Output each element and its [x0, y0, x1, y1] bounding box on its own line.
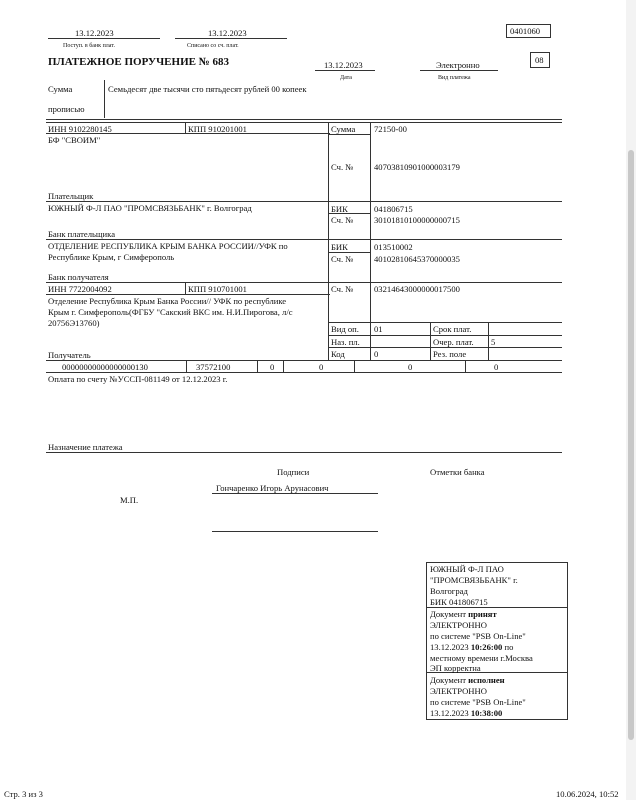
stamp-bank-1: ЮЖНЫЙ Ф-Л ПАО	[430, 564, 504, 574]
amount-words-label: Сумма	[48, 84, 73, 94]
stamp-accepted-2: ЭЛЕКТРОННО	[430, 620, 487, 630]
ocher-label: Очер. плат.	[433, 337, 474, 347]
stamp-bank-3: Волгоград	[430, 586, 468, 596]
signer-name: Гончаренко Игорь Арунасович	[216, 483, 329, 493]
payment-purpose: Оплата по счету №УССП-081149 от 12.12.2023 г.	[48, 374, 228, 384]
form-code: 0401060	[510, 26, 541, 36]
payer-sum: 72150-00	[374, 124, 407, 134]
stamp-accepted-3: по системе "PSB On-Line"	[430, 631, 526, 641]
rez-label: Рез. поле	[433, 349, 467, 359]
payee-bank-account-label: Сч. №	[331, 254, 354, 264]
label-received: Поступ. в банк плат.	[63, 43, 115, 49]
payer-account: 40703810901000003179	[374, 162, 460, 172]
payment-type: Электронно	[436, 60, 480, 70]
page-counter: Стр. 3 из 3	[4, 789, 43, 799]
payee-name-3: 20756Э13760)	[48, 318, 100, 328]
amount-words-label-2: прописью	[48, 104, 85, 114]
payee-bank-label: Банк получателя	[48, 272, 109, 282]
payer-label: Плательщик	[48, 191, 94, 201]
srok-label: Срок плат.	[433, 324, 472, 334]
document-title: ПЛАТЕЖНОЕ ПОРУЧЕНИЕ № 683	[48, 56, 230, 68]
naz-pl-label: Наз. пл.	[331, 337, 360, 347]
document-date: 13.12.2023	[324, 60, 363, 70]
payment-type-label: Вид платежа	[438, 75, 471, 81]
stamp-executed-3: по системе "PSB On-Line"	[430, 697, 526, 707]
vid-op-label: Вид оп.	[331, 324, 359, 334]
stamp-accepted-4: 13.12.2023 10:26:00 по	[430, 642, 514, 652]
ocher: 5	[491, 337, 496, 347]
signatures-label: Подписи	[277, 467, 310, 477]
status-code: 08	[535, 55, 544, 65]
tax-field-basis: 0	[270, 362, 275, 372]
amount-words: Семьдесят две тысячи сто пятьдесят рублей 00 копеек	[108, 84, 307, 94]
payer-bank-account-label: Сч. №	[331, 215, 354, 225]
purpose-label: Назначение платежа	[48, 442, 123, 452]
payer-account-label: Сч. №	[331, 162, 354, 172]
payee-inn: ИНН 7722004092	[48, 284, 112, 294]
payer-bank-label: Банк плательщика	[48, 229, 116, 239]
payee-bank-bik: 013510002	[374, 242, 413, 252]
payer-bank-bik-label: БИК	[331, 204, 348, 214]
payer-name: БФ "СВОИМ"	[48, 135, 101, 145]
payee-bank-name-1: ОТДЕЛЕНИЕ РЕСПУБЛИКА КРЫМ БАНКА РОССИИ//УФК по	[48, 241, 288, 251]
print-timestamp: 10.06.2024, 10:52	[556, 789, 619, 799]
payer-bank-name: ЮЖНЫЙ Ф-Л ПАО "ПРОМСВЯЗЬБАНК" г. Волгоград	[48, 203, 252, 213]
stamp-bank-2: "ПРОМСВЯЗЬБАНК" г.	[430, 575, 518, 585]
stamp-accepted-1: Документ принят	[430, 609, 497, 619]
date-received: 13.12.2023	[75, 28, 114, 38]
bank-marks-label: Отметки банка	[430, 467, 485, 477]
stamp-executed-1: Документ исполнен	[430, 675, 505, 685]
payee-bank-name-2: Республике Крым, г Симферополь	[48, 252, 175, 262]
tax-field-date: 0	[494, 362, 499, 372]
stamp-accepted-5: местному времени г.Москва	[430, 653, 533, 663]
vid-op: 01	[374, 324, 383, 334]
scrollbar-thumb[interactable]	[628, 150, 634, 740]
payer-inn: ИНН 9102280145	[48, 124, 112, 134]
kod-label: Код	[331, 349, 345, 359]
payee-account: 03214643000000017500	[374, 284, 460, 294]
stamp-executed-2: ЭЛЕКТРОННО	[430, 686, 487, 696]
payee-kpp: КПП 910701001	[188, 284, 247, 294]
payee-account-label: Сч. №	[331, 284, 354, 294]
payer-bank-bik: 041806715	[374, 204, 413, 214]
date-label: Дата	[340, 75, 352, 81]
payer-bank-account: 30101810100000000715	[374, 215, 460, 225]
date-debited: 13.12.2023	[208, 28, 247, 38]
stamp-bank-4: БИК 041806715	[430, 597, 488, 607]
tax-field-oktmo: 37572100	[196, 362, 231, 372]
stamp-accepted-6: ЭП корректна	[430, 663, 481, 673]
label-debited: Списано со сч. плат.	[187, 43, 239, 49]
tax-field-period: 0	[319, 362, 324, 372]
tax-field-number: 0	[408, 362, 413, 372]
payee-bank-bik-label: БИК	[331, 242, 348, 252]
stamp-executed-4: 13.12.2023 10:38:00	[430, 708, 503, 718]
kod: 0	[374, 349, 379, 359]
payee-name-2: Крым г. Симферополь(ФГБУ "Сакский ВКС им. Н.И.Пирогова, л/с	[48, 307, 293, 317]
stamp-place: М.П.	[120, 495, 139, 505]
payer-kpp: КПП 910201001	[188, 124, 247, 134]
payee-name-1: Отделение Республика Крым Банка России// УФК по республике	[48, 296, 287, 306]
payer-sum-label: Сумма	[331, 124, 356, 134]
tax-field-kbk: 00000000000000000130	[62, 362, 148, 372]
payee-bank-account: 40102810645370000035	[374, 254, 460, 264]
payee-label: Получатель	[48, 350, 91, 360]
